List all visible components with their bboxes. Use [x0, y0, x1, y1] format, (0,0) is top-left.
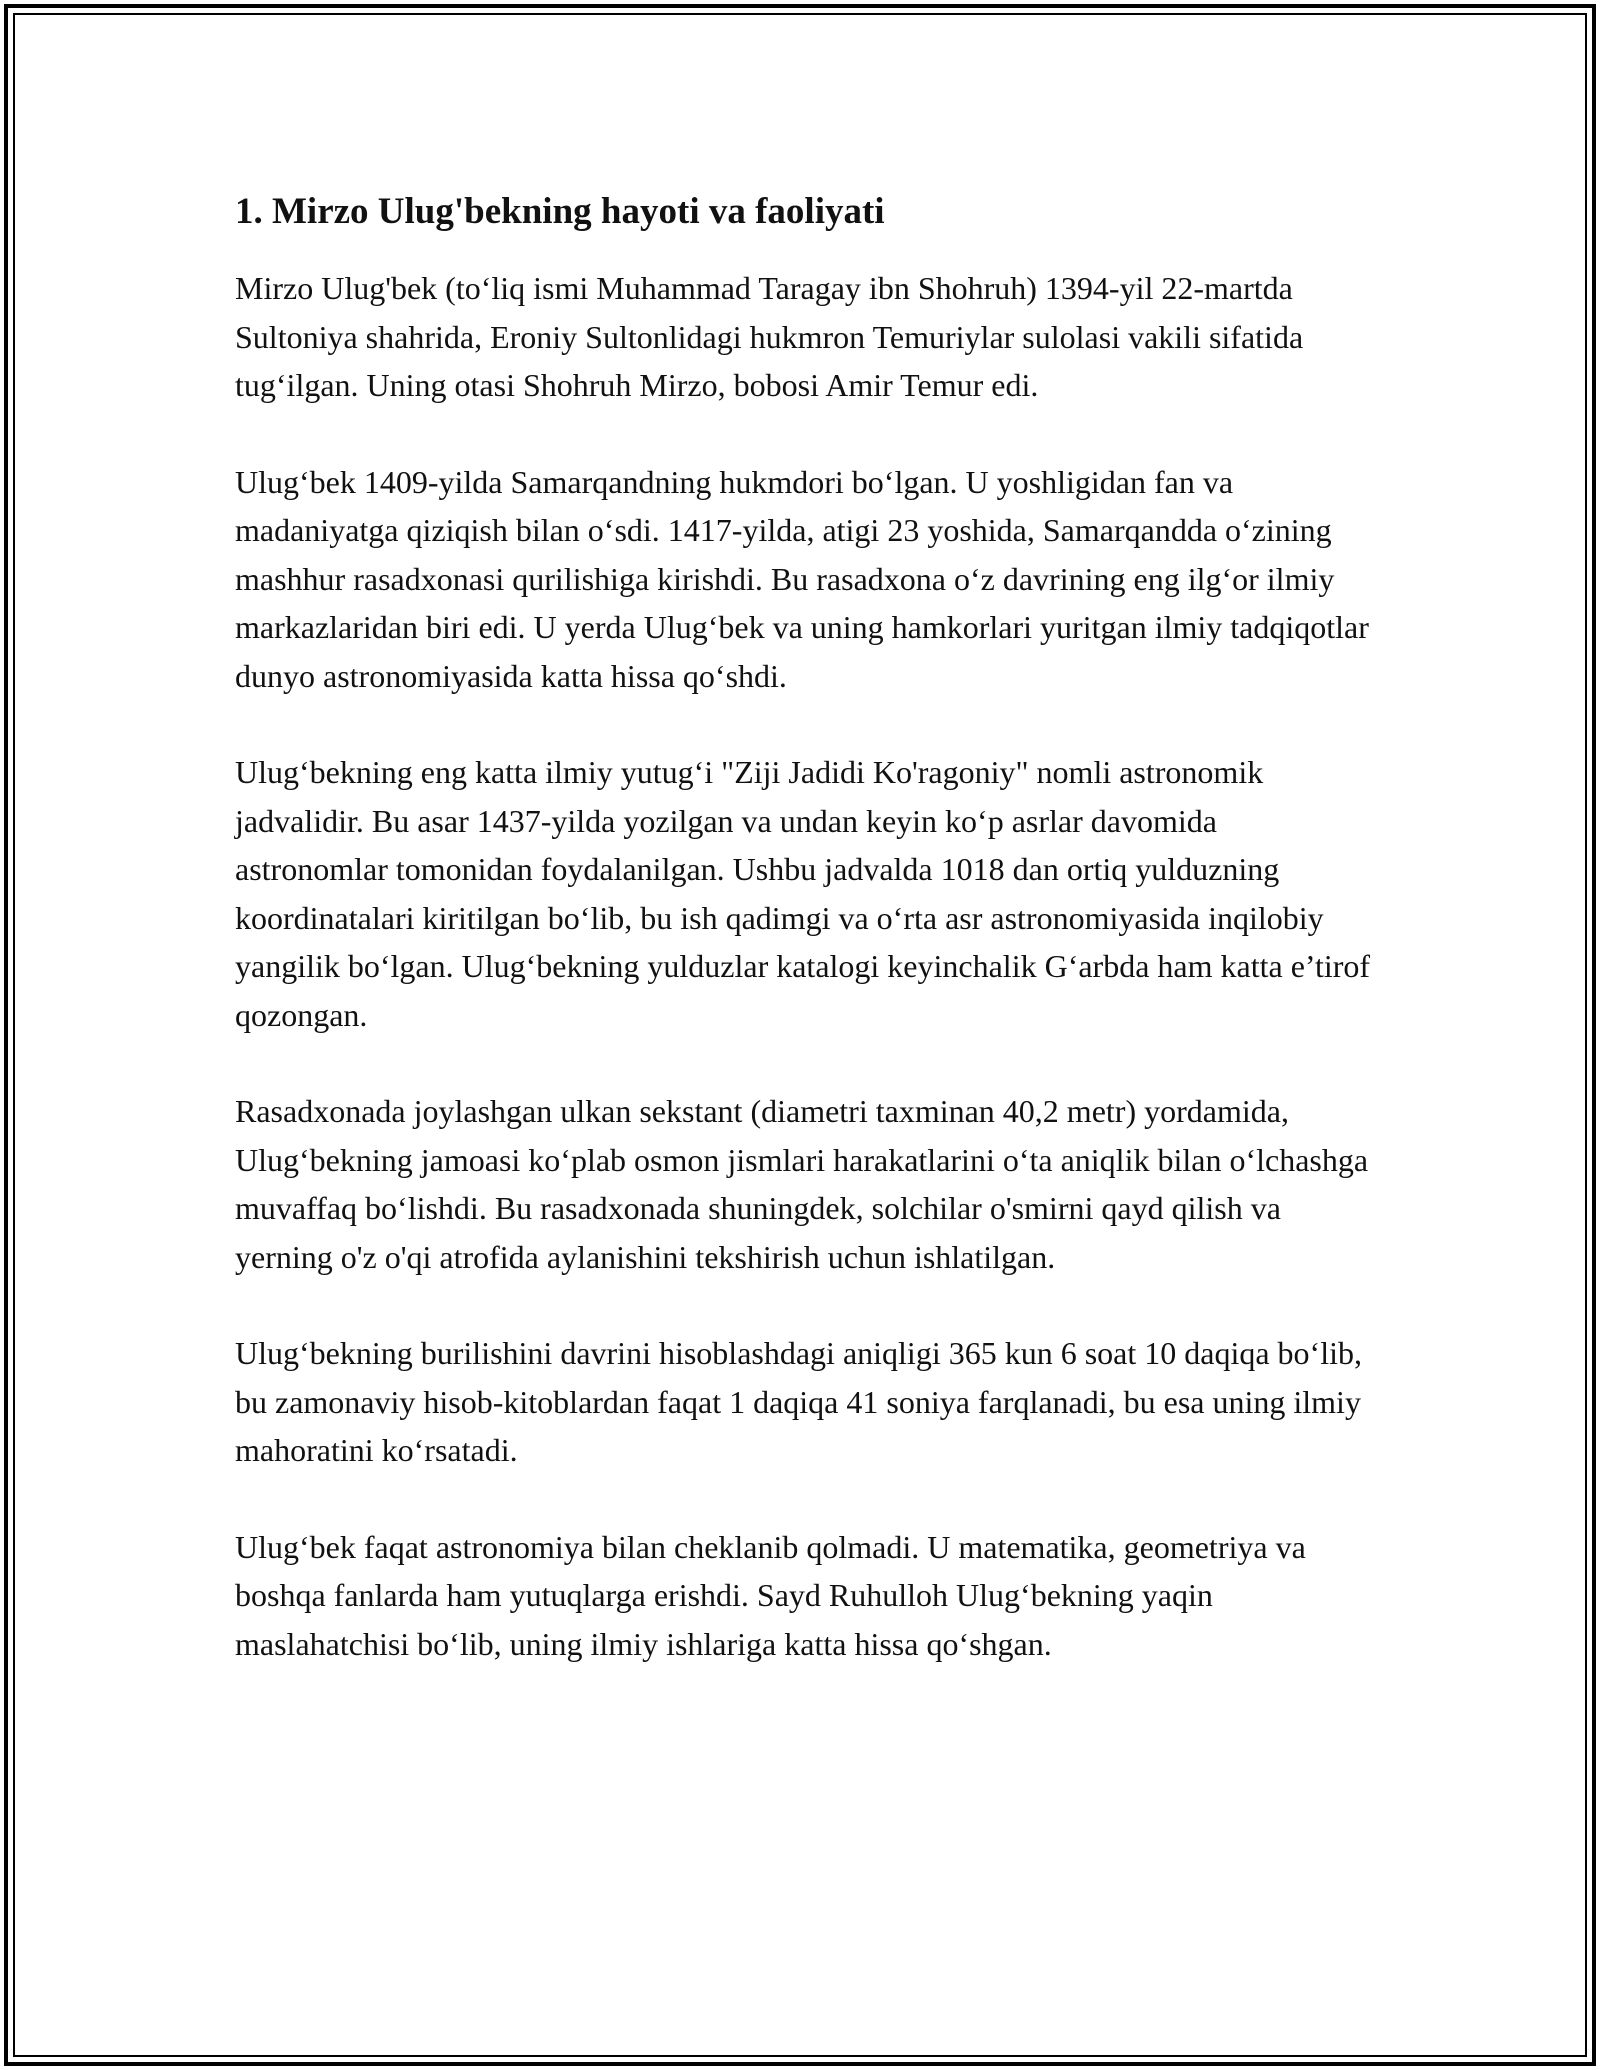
paragraph-zij: Ulug‘bekning eng katta ilmiy yutug‘i "Ziji Jadidi Ko'ragoniy" nomli astronomik jadvalidir. Bu asar 1437-yilda yozilgan va undan keyin ko‘p asrlar davomida astronomlar tomonidan foydalanilgan. Ushbu jadvalda 1018 dan ortiq yulduzning koordinatalari kiritilgan bo‘lib, bu ish qadimgi va o‘rta asr astronomiyasida inqilobiy yangilik bo‘lgan. Ulug‘bekning yulduzlar katalogi keyinchalik G‘arbda ham katta e’tirof qozongan.	[235, 754, 1371, 1033]
document-body	[235, 186, 1375, 1716]
paragraph-observatory: Ulug‘bek 1409-yilda Samarqandning hukmdori bo‘lgan. U yoshligidan fan va madaniyatga qiziqish bilan o‘sdi. 1417-yilda, atigi 23 yoshida, Samarqandda o‘zining mashhur rasadxonasi qurilishiga kirishdi. Bu rasadxona o‘z davrining eng ilg‘or ilmiy markazlaridan biri edi. U yerda Ulug‘bek va uning hamkorlari yuritgan ilmiy tadqiqotlar dunyo astronomiyasida katta hissa qo‘shdi.	[235, 463, 1369, 694]
section-title: 1. Mirzo Ulug'bekning hayoti va faoliyati	[235, 191, 885, 232]
paragraph-other-sciences: Ulug‘bek faqat astronomiya bilan cheklanib qolmadi. U matematika, geometriya va boshqa fanlarda ham yutuqlarga erishdi. Sayd Ruhulloh Ulug‘bekning yaqin maslahatchisi bo‘lib, uning ilmiy ishlariga katta hissa qo‘shgan.	[235, 1528, 1306, 1662]
paragraph-year-length: Ulug‘bekning burilishini davrini hisoblashdagi aniqligi 365 kun 6 soat 10 daqiqa bo‘lib, bu zamonaviy hisob-kitoblardan faqat 1 daqiqa 41 soniya farqlanadi, bu esa uning ilmiy mahoratini ko‘rsatadi.	[235, 1335, 1362, 1468]
paragraph-sextant: Rasadxonada joylashgan ulkan sekstant (diametri taxminan 40,2 metr) yordamida, Ulug‘bekning jamoasi ko‘plab osmon jismlari harakatlarini o‘ta aniqlik bilan o‘lchashga muvaffaq bo‘lishdi. Bu rasadxonada shuningdek, solchilar o'smirni qayd qilish va yerning o'z o'qi atrofida aylanishini tekshirish uchun ishlatilgan.	[235, 1093, 1369, 1275]
paragraph-birth: Mirzo Ulug'bek (to‘liq ismi Muhammad Taragay ibn Shohruh) 1394-yil 22-martda Sultoniya shahrida, Eroniy Sultonlidagi hukmron Temuriylar sulolasi vakili sifatida tug‘ilgan. Uning otasi Shohruh Mirzo, bobosi Amir Temur edi.	[235, 270, 1304, 403]
